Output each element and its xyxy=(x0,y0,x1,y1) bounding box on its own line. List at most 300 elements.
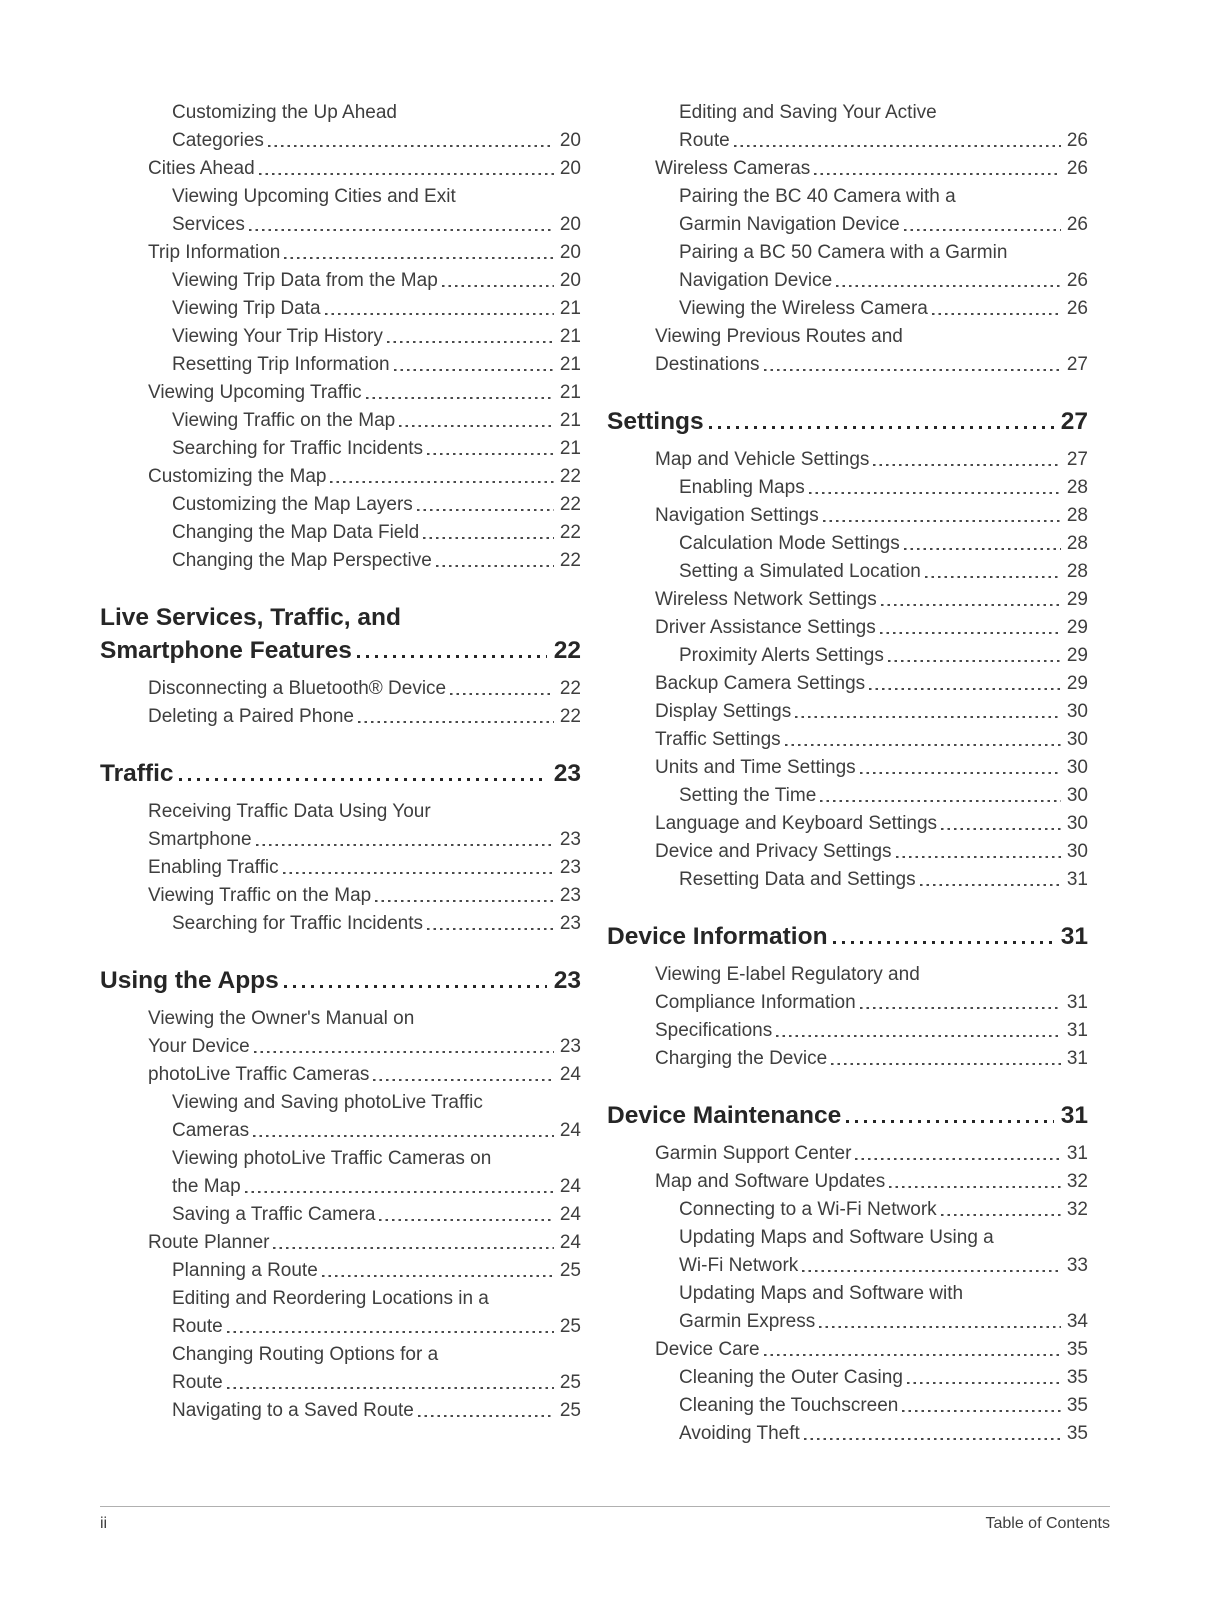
toc-entry-lastline xyxy=(607,405,1088,438)
toc-entry-label: Viewing the Wireless Camera xyxy=(679,298,928,319)
toc-page-number: 26 xyxy=(1066,214,1088,235)
dot-leader xyxy=(846,1120,1054,1123)
toc-entry-lastline xyxy=(172,910,581,938)
toc-page-number: 22 xyxy=(559,466,581,487)
toc-entry-label: Route xyxy=(679,130,730,151)
toc-column-right xyxy=(607,99,1088,1448)
toc-page-number: 25 xyxy=(559,1400,581,1421)
toc-entry-lastline xyxy=(679,211,1088,239)
toc-entry xyxy=(100,1089,581,1145)
toc-entry-label: Cities Ahead xyxy=(148,158,255,179)
toc-entry xyxy=(607,99,1088,155)
dot-leader xyxy=(904,229,1061,232)
toc-entry-lastline xyxy=(655,586,1088,614)
toc-page-number: 23 xyxy=(559,885,581,906)
toc-entry-label: Viewing Your Trip History xyxy=(172,326,383,347)
toc-entry-label: Pairing a BC 50 Camera with a Garmin xyxy=(679,242,1008,263)
toc-entry-label: Smartphone xyxy=(148,829,252,850)
toc-entry xyxy=(100,323,581,351)
toc-page-number: 22 xyxy=(559,550,581,571)
toc-entry-label: Specifications xyxy=(655,1020,773,1041)
toc-page-number: 23 xyxy=(559,857,581,878)
toc-entry-label: Charging the Device xyxy=(655,1048,828,1069)
toc-page-number: 20 xyxy=(559,158,581,179)
toc-heading-label: Using the Apps xyxy=(100,967,279,994)
toc-page-number: 28 xyxy=(1066,561,1088,582)
toc-entry-lastline xyxy=(172,407,581,435)
toc-entry-lastline xyxy=(100,964,581,997)
toc-page-number: 26 xyxy=(1066,130,1088,151)
dot-leader xyxy=(283,872,554,875)
toc-page-number: 30 xyxy=(1066,757,1088,778)
toc-page-number: 32 xyxy=(1066,1171,1088,1192)
toc-page-number: 26 xyxy=(1066,270,1088,291)
toc-entry-label: Garmin Navigation Device xyxy=(679,214,900,235)
dot-leader xyxy=(284,257,554,260)
dot-leader xyxy=(873,464,1060,467)
toc-entry xyxy=(100,703,581,731)
toc-entry-lastline xyxy=(655,989,1088,1017)
toc-entry-lastline xyxy=(655,446,1088,474)
toc-page-number: 27 xyxy=(1066,449,1088,470)
dot-leader xyxy=(809,492,1061,495)
toc-page-number: 30 xyxy=(1066,729,1088,750)
toc-entry xyxy=(100,547,581,575)
toc-heading-label: Device Information xyxy=(607,923,828,950)
toc-entry-label: Searching for Traffic Incidents xyxy=(172,438,423,459)
toc-page-number: 21 xyxy=(559,326,581,347)
toc-entry-label: Disconnecting a Bluetooth® Device xyxy=(148,678,447,699)
toc-columns xyxy=(100,99,1088,1448)
toc-entry-lastline xyxy=(655,1336,1088,1364)
toc-entry xyxy=(607,1280,1088,1336)
toc-entry-label: Destinations xyxy=(655,354,760,375)
toc-entry xyxy=(607,155,1088,183)
toc-entry-label: Driver Assistance Settings xyxy=(655,617,876,638)
toc-entry-lastline xyxy=(679,642,1088,670)
toc-entry xyxy=(607,838,1088,866)
toc-entry xyxy=(607,239,1088,295)
toc-entry-lastline xyxy=(655,670,1088,698)
toc-entry-lastline xyxy=(148,703,581,731)
toc-entry-label: Cameras xyxy=(172,1120,250,1141)
toc-entry xyxy=(607,530,1088,558)
toc-page-number: 31 xyxy=(1066,992,1088,1013)
toc-entry-lastline xyxy=(148,155,581,183)
toc-page-number: 35 xyxy=(1066,1395,1088,1416)
toc-entry-label: Viewing Trip Data from the Map xyxy=(172,270,438,291)
page-footer xyxy=(100,1506,1110,1533)
toc-entry-label: Viewing and Saving photoLive Traffic xyxy=(172,1092,483,1113)
toc-column-left xyxy=(100,99,581,1448)
toc-entry-label: Viewing Trip Data xyxy=(172,298,321,319)
dot-leader xyxy=(427,928,554,931)
toc-page-number: 28 xyxy=(1066,533,1088,554)
toc-entry-label: Trip Information xyxy=(148,242,281,263)
toc-entry xyxy=(100,407,581,435)
toc-entry-lastline xyxy=(655,810,1088,838)
dot-leader xyxy=(418,1415,554,1418)
toc-entry-lastline xyxy=(655,1017,1088,1045)
toc-entry xyxy=(607,642,1088,670)
dot-leader xyxy=(902,1410,1061,1413)
toc-page-number: 21 xyxy=(559,410,581,431)
toc-entry-label: Updating Maps and Software with xyxy=(679,1283,964,1304)
dot-leader xyxy=(932,313,1061,316)
toc-entry xyxy=(607,1420,1088,1448)
toc-entry xyxy=(100,882,581,910)
toc-page-number: 30 xyxy=(1066,785,1088,806)
toc-entry-lastline xyxy=(172,295,581,323)
toc-entry-lastline xyxy=(679,782,1088,810)
toc-entry xyxy=(607,295,1088,323)
toc-entry-lastline xyxy=(172,267,581,295)
toc-entry-label: the Map xyxy=(172,1176,241,1197)
toc-entry-lastline xyxy=(655,754,1088,782)
toc-entry-lastline xyxy=(679,267,1088,295)
toc-entry-lastline xyxy=(172,1257,581,1285)
toc-page-number: 33 xyxy=(1066,1255,1088,1276)
toc-entry-label: Your Device xyxy=(148,1036,250,1057)
toc-entry-lastline xyxy=(679,127,1088,155)
toc-entry xyxy=(607,1336,1088,1364)
toc-page-number: 28 xyxy=(1066,477,1088,498)
dot-leader xyxy=(322,1275,554,1278)
toc-page-number: 24 xyxy=(559,1204,581,1225)
toc-entry-label: Navigation Settings xyxy=(655,505,819,526)
toc-entry-label: Wireless Network Settings xyxy=(655,589,877,610)
toc-entry xyxy=(607,1196,1088,1224)
toc-page-number: 24 xyxy=(559,1232,581,1253)
dot-leader xyxy=(888,660,1061,663)
dot-leader xyxy=(358,721,554,724)
dot-leader xyxy=(855,1158,1060,1161)
toc-entry-lastline xyxy=(148,854,581,882)
toc-entry-label: Searching for Traffic Incidents xyxy=(172,913,423,934)
toc-section-heading xyxy=(607,1099,1088,1132)
toc-page-number: 31 xyxy=(1066,1143,1088,1164)
toc-entry-lastline xyxy=(172,1313,581,1341)
toc-page-number: 29 xyxy=(1066,645,1088,666)
toc-entry xyxy=(607,1140,1088,1168)
dot-leader xyxy=(907,1382,1061,1385)
toc-entry-label: Avoiding Theft xyxy=(679,1423,800,1444)
toc-page-number: 21 xyxy=(559,298,581,319)
toc-entry-label: Navigation Device xyxy=(679,270,833,291)
dot-leader xyxy=(795,716,1061,719)
dot-leader xyxy=(387,341,554,344)
toc-entry xyxy=(100,1201,581,1229)
toc-entry-label: Cleaning the Touchscreen xyxy=(679,1395,899,1416)
toc-entry-lastline xyxy=(100,634,581,667)
dot-leader xyxy=(375,900,554,903)
toc-page-number: 22 xyxy=(553,637,581,664)
toc-entry xyxy=(607,961,1088,1017)
toc-page-number: 23 xyxy=(559,829,581,850)
toc-entry-label: Wireless Cameras xyxy=(655,158,811,179)
toc-entry-label: Units and Time Settings xyxy=(655,757,856,778)
toc-entry xyxy=(100,519,581,547)
toc-entry xyxy=(607,474,1088,502)
toc-page-number: 26 xyxy=(1066,158,1088,179)
toc-page-number: 20 xyxy=(559,242,581,263)
toc-section-heading xyxy=(100,601,581,667)
dot-leader xyxy=(734,145,1061,148)
toc-entry xyxy=(607,1392,1088,1420)
dot-leader xyxy=(831,1063,1061,1066)
dot-leader xyxy=(284,985,547,988)
dot-leader xyxy=(836,285,1061,288)
toc-entry-label: Changing the Map Data Field xyxy=(172,522,420,543)
toc-page-number: 23 xyxy=(553,760,581,787)
toc-entry xyxy=(100,155,581,183)
toc-entry xyxy=(607,1017,1088,1045)
toc-entry-label: Route xyxy=(172,1372,223,1393)
toc-entry-label: Planning a Route xyxy=(172,1260,318,1281)
toc-entry xyxy=(607,586,1088,614)
toc-entry-label: Viewing Upcoming Traffic xyxy=(148,382,362,403)
toc-entry xyxy=(607,866,1088,894)
toc-entry-lastline xyxy=(655,1140,1088,1168)
toc-entry-label: Viewing E-label Regulatory and xyxy=(655,964,920,985)
dot-leader xyxy=(860,1007,1061,1010)
toc-entry-lastline xyxy=(679,1196,1088,1224)
dot-leader xyxy=(881,604,1061,607)
toc-entry-label: Enabling Traffic xyxy=(148,857,279,878)
toc-entry xyxy=(607,754,1088,782)
dot-leader xyxy=(357,655,547,658)
toc-entry-lastline xyxy=(172,491,581,519)
toc-entry xyxy=(607,446,1088,474)
toc-entry-lastline xyxy=(655,351,1088,379)
toc-page-number: 22 xyxy=(559,522,581,543)
toc-entry xyxy=(607,323,1088,379)
toc-entry xyxy=(100,1145,581,1201)
toc-entry xyxy=(100,1341,581,1397)
toc-entry xyxy=(607,614,1088,642)
dot-leader xyxy=(889,1186,1061,1189)
toc-entry-lastline xyxy=(679,474,1088,502)
toc-page-number: 34 xyxy=(1066,1311,1088,1332)
toc-entry-label: Navigating to a Saved Route xyxy=(172,1400,414,1421)
toc-page-number: 24 xyxy=(559,1064,581,1085)
dot-leader xyxy=(820,800,1061,803)
toc-page-number: 35 xyxy=(1066,1339,1088,1360)
toc-entry-lastline xyxy=(679,1364,1088,1392)
toc-entry-lastline xyxy=(148,379,581,407)
dot-leader xyxy=(399,425,554,428)
toc-entry-lastline xyxy=(172,1369,581,1397)
toc-entry-lastline xyxy=(172,1201,581,1229)
dot-leader xyxy=(330,481,553,484)
toc-section-heading xyxy=(607,920,1088,953)
toc-page-number: 31 xyxy=(1066,869,1088,890)
dot-leader xyxy=(417,509,554,512)
toc-entry xyxy=(100,1257,581,1285)
toc-entry-label: Changing Routing Options for a xyxy=(172,1344,439,1365)
toc-content xyxy=(100,99,1088,1448)
toc-page-number: 29 xyxy=(1066,589,1088,610)
toc-entry xyxy=(100,675,581,703)
dot-leader xyxy=(823,520,1061,523)
toc-page-number: 23 xyxy=(559,913,581,934)
dot-leader xyxy=(366,397,554,400)
dot-leader xyxy=(325,313,554,316)
dot-leader xyxy=(920,884,1061,887)
dot-leader xyxy=(814,173,1061,176)
dot-leader xyxy=(253,1135,554,1138)
toc-entry-lastline xyxy=(148,239,581,267)
toc-entry-lastline xyxy=(148,826,581,854)
dot-leader xyxy=(869,688,1061,691)
toc-page-number: 20 xyxy=(559,214,581,235)
dot-leader xyxy=(785,744,1061,747)
toc-entry-lastline xyxy=(655,726,1088,754)
toc-entry xyxy=(100,1005,581,1061)
dot-leader xyxy=(427,453,554,456)
toc-entry-lastline xyxy=(172,127,581,155)
toc-entry-label: Updating Maps and Software Using a xyxy=(679,1227,994,1248)
toc-entry-lastline xyxy=(655,502,1088,530)
toc-page-number: 31 xyxy=(1066,1020,1088,1041)
footer-row xyxy=(100,1507,1110,1533)
toc-entry xyxy=(607,558,1088,586)
toc-heading-label: Smartphone Features xyxy=(100,637,352,664)
toc-page-number: 28 xyxy=(1066,505,1088,526)
toc-entry-lastline xyxy=(172,435,581,463)
toc-page-number: 32 xyxy=(1066,1199,1088,1220)
toc-entry-label: Garmin Support Center xyxy=(655,1143,852,1164)
toc-entry xyxy=(607,1224,1088,1280)
toc-entry-label: Categories xyxy=(172,130,264,151)
toc-entry-lastline xyxy=(148,1033,581,1061)
toc-entry-lastline xyxy=(655,155,1088,183)
toc-heading-label: Settings xyxy=(607,408,704,435)
toc-entry-label: Connecting to a Wi-Fi Network xyxy=(679,1199,937,1220)
toc-page-number: 23 xyxy=(559,1036,581,1057)
toc-entry xyxy=(100,798,581,854)
toc-entry-lastline xyxy=(655,838,1088,866)
toc-entry-label: Deleting a Paired Phone xyxy=(148,706,354,727)
toc-page-number: 29 xyxy=(1066,673,1088,694)
toc-entry-label: Receiving Traffic Data Using Your xyxy=(148,801,431,822)
toc-entry-lastline xyxy=(172,1117,581,1145)
toc-page-number: 21 xyxy=(559,354,581,375)
toc-entry xyxy=(607,1045,1088,1073)
footer-page-number: ii xyxy=(100,1515,108,1532)
toc-entry-label: Viewing Upcoming Cities and Exit xyxy=(172,186,456,207)
toc-entry xyxy=(100,99,581,155)
toc-entry-label: Services xyxy=(172,214,245,235)
toc-section-heading xyxy=(100,757,581,790)
toc-entry-label: Wi-Fi Network xyxy=(679,1255,799,1276)
toc-entry-lastline xyxy=(655,1045,1088,1073)
toc-entry xyxy=(607,698,1088,726)
toc-section-heading xyxy=(607,405,1088,438)
toc-entry-label: Viewing Previous Routes and xyxy=(655,326,903,347)
toc-entry-label: Viewing Traffic on the Map xyxy=(148,885,372,906)
toc-entry-label: Viewing Traffic on the Map xyxy=(172,410,396,431)
toc-page-number: 22 xyxy=(559,706,581,727)
toc-entry-lastline xyxy=(679,295,1088,323)
dot-leader xyxy=(268,145,554,148)
toc-entry-label: Compliance Information xyxy=(655,992,856,1013)
toc-entry-lastline xyxy=(607,1099,1088,1132)
toc-entry-lastline xyxy=(172,1397,581,1425)
toc-entry-label: Resetting Data and Settings xyxy=(679,869,916,890)
dot-leader xyxy=(256,844,554,847)
toc-entry xyxy=(100,1285,581,1341)
dot-leader xyxy=(764,369,1061,372)
toc-page-number: 22 xyxy=(559,494,581,515)
toc-page-number: 29 xyxy=(1066,617,1088,638)
toc-page-number: 25 xyxy=(559,1316,581,1337)
toc-entry-lastline xyxy=(655,698,1088,726)
dot-leader xyxy=(379,1219,553,1222)
toc-entry xyxy=(607,782,1088,810)
toc-page-number: 30 xyxy=(1066,701,1088,722)
toc-page-number: 30 xyxy=(1066,841,1088,862)
toc-entry-label: Map and Vehicle Settings xyxy=(655,449,870,470)
toc-entry-label: Customizing the Map Layers xyxy=(172,494,413,515)
toc-entry-lastline xyxy=(679,530,1088,558)
toc-entry-label: photoLive Traffic Cameras xyxy=(148,1064,370,1085)
toc-entry-label: Garmin Express xyxy=(679,1311,816,1332)
dot-leader xyxy=(259,173,554,176)
toc-entry xyxy=(100,910,581,938)
dot-leader xyxy=(896,856,1061,859)
toc-entry-label: Map and Software Updates xyxy=(655,1171,886,1192)
toc-entry xyxy=(607,670,1088,698)
toc-entry-label: Route Planner xyxy=(148,1232,270,1253)
toc-entry xyxy=(607,502,1088,530)
toc-entry-label: Customizing the Up Ahead xyxy=(172,102,397,123)
dot-leader xyxy=(904,548,1061,551)
toc-page-number: 23 xyxy=(553,967,581,994)
toc-page-number: 30 xyxy=(1066,813,1088,834)
dot-leader xyxy=(941,828,1061,831)
dot-leader xyxy=(941,1214,1061,1217)
toc-entry xyxy=(100,239,581,267)
toc-page-number: 31 xyxy=(1066,1048,1088,1069)
toc-page-number: 24 xyxy=(559,1120,581,1141)
toc-entry-lastline xyxy=(172,351,581,379)
toc-entry xyxy=(100,435,581,463)
toc-entry-lastline xyxy=(148,1061,581,1089)
toc-entry-lastline xyxy=(172,519,581,547)
toc-entry-label: Proximity Alerts Settings xyxy=(679,645,884,666)
toc-entry xyxy=(607,1364,1088,1392)
toc-entry xyxy=(100,854,581,882)
toc-entry-lastline xyxy=(679,1252,1088,1280)
toc-entry-label: Setting the Time xyxy=(679,785,817,806)
toc-entry xyxy=(607,183,1088,239)
toc-entry-lastline xyxy=(100,757,581,790)
dot-leader xyxy=(179,778,547,781)
toc-entry-lastline xyxy=(172,1173,581,1201)
toc-heading-label: Device Maintenance xyxy=(607,1102,842,1129)
toc-entry-lastline xyxy=(148,463,581,491)
dot-leader xyxy=(436,565,554,568)
toc-heading-label: Traffic xyxy=(100,760,174,787)
toc-entry-label: Device and Privacy Settings xyxy=(655,841,892,862)
dot-leader xyxy=(802,1270,1061,1273)
toc-entry xyxy=(607,810,1088,838)
dot-leader xyxy=(373,1079,553,1082)
toc-entry-label: Cleaning the Outer Casing xyxy=(679,1367,903,1388)
toc-entry xyxy=(100,1061,581,1089)
dot-leader xyxy=(227,1387,554,1390)
